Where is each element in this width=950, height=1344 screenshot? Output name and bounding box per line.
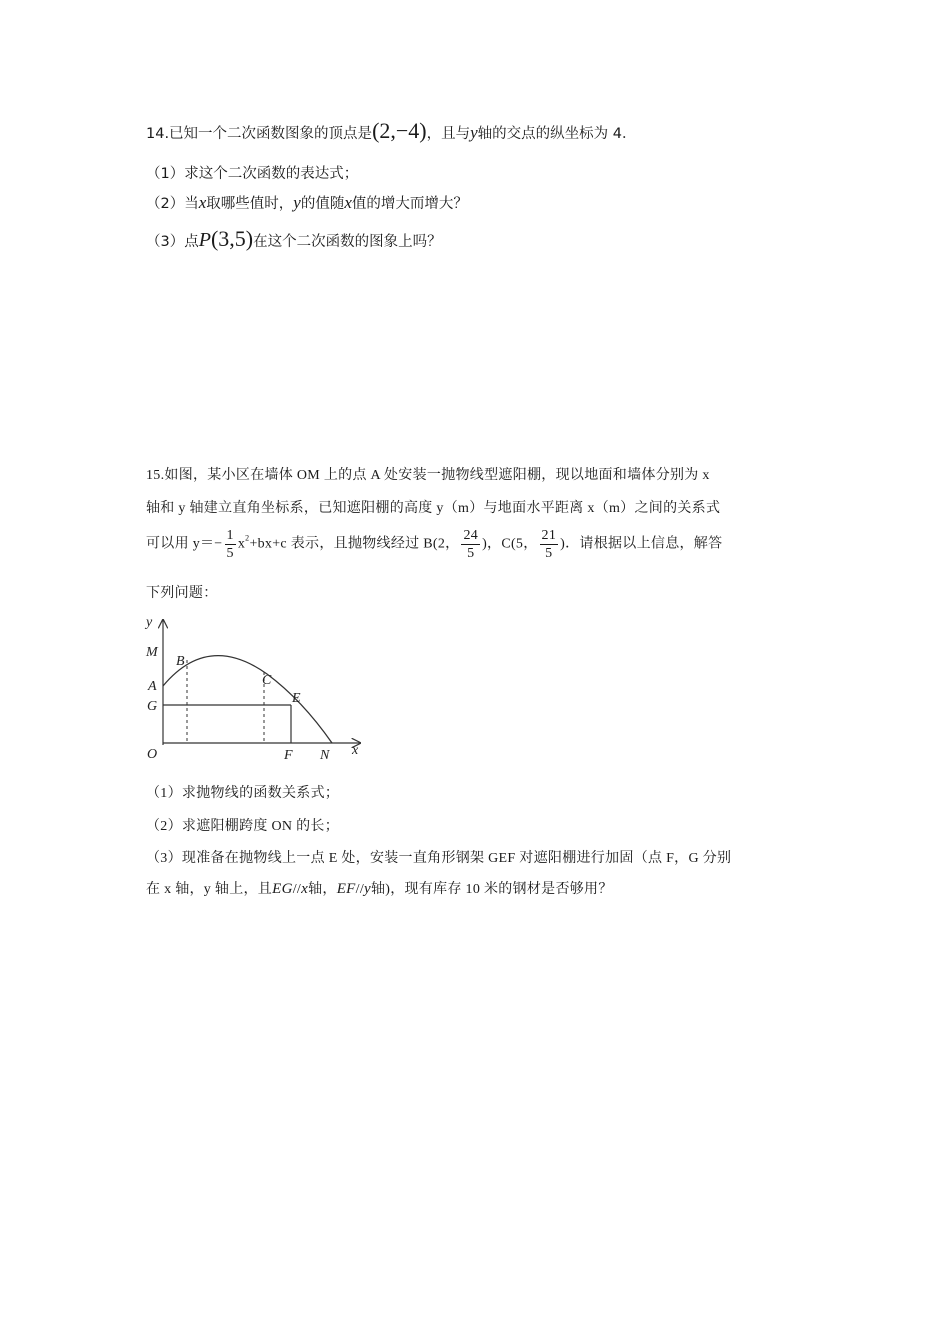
q15-line2: 轴和 y 轴建立直角坐标系，已知遮阳棚的高度 y（m）与地面水平距离 x（m）之间的关系式 xyxy=(146,501,721,516)
label-y: y xyxy=(146,615,153,630)
label-m: M xyxy=(146,645,158,660)
label-n: N xyxy=(320,748,330,763)
q15-line3: 可以用 y＝− $\frac{1}{5}$ $x^2+bx+c$ 表示，且抛物线经过 B(2， $\frac{24}{5}$ )，C(5， $\frac{21}{5}$ )．请根据以上信息，解答 xyxy=(146,528,723,561)
q15-part1: （1）求抛物线的函数关系式； xyxy=(146,786,340,801)
label-f: F xyxy=(284,748,293,763)
label-a: A xyxy=(148,679,157,694)
parabola-curve xyxy=(163,656,332,743)
label-x: x xyxy=(352,743,359,758)
q14-vertex: (2,−4) xyxy=(372,118,427,143)
fraction-21-fifths: $\frac{21}{5}$ xyxy=(541,528,557,561)
fraction-24-fifths: $\frac{24}{5}$ xyxy=(463,528,479,561)
label-g: G xyxy=(147,699,158,714)
q15-line4: 下列问题： xyxy=(146,586,218,601)
label-c: C xyxy=(262,673,272,688)
q15-part2: （2）求遮阳棚跨度 ON 的长； xyxy=(146,819,340,834)
q14-part2: （2）当x取哪些值时，y的值随x值的增大而增大？ xyxy=(146,193,468,212)
label-b: B xyxy=(176,654,185,669)
fraction-one-fifth: $\frac{1}{5}$ xyxy=(226,528,234,561)
q15-part3-line2: 在 x 轴，y 轴上，且EG//x轴，EF//y轴)，现有库存 10 米的钢材是否够用？ xyxy=(146,881,613,897)
q14-part1: （1）求这个二次函数的表达式； xyxy=(146,166,359,182)
q15-line1: 15.如图，某小区在墙体 OM 上的点 A 处安装一抛物线型遮阳棚，现以地面和墙体分别为 x xyxy=(146,468,710,483)
label-e: E xyxy=(292,691,301,706)
parabola-figure xyxy=(142,610,372,770)
q15-part3-line1: （3）现准备在抛物线上一点 E 处，安装一直角形钢架 GEF 对遮阳棚进行加固（点 F，G 分别 xyxy=(146,851,732,866)
label-o: O xyxy=(147,747,158,762)
q14-stem: 14.已知一个二次函数图象的顶点是(2,−4)，且与y轴的交点的纵坐标为 4． xyxy=(146,118,637,143)
q14-part3: （3）点P(3,5)在这个二次函数的图象上吗？ xyxy=(146,226,442,251)
